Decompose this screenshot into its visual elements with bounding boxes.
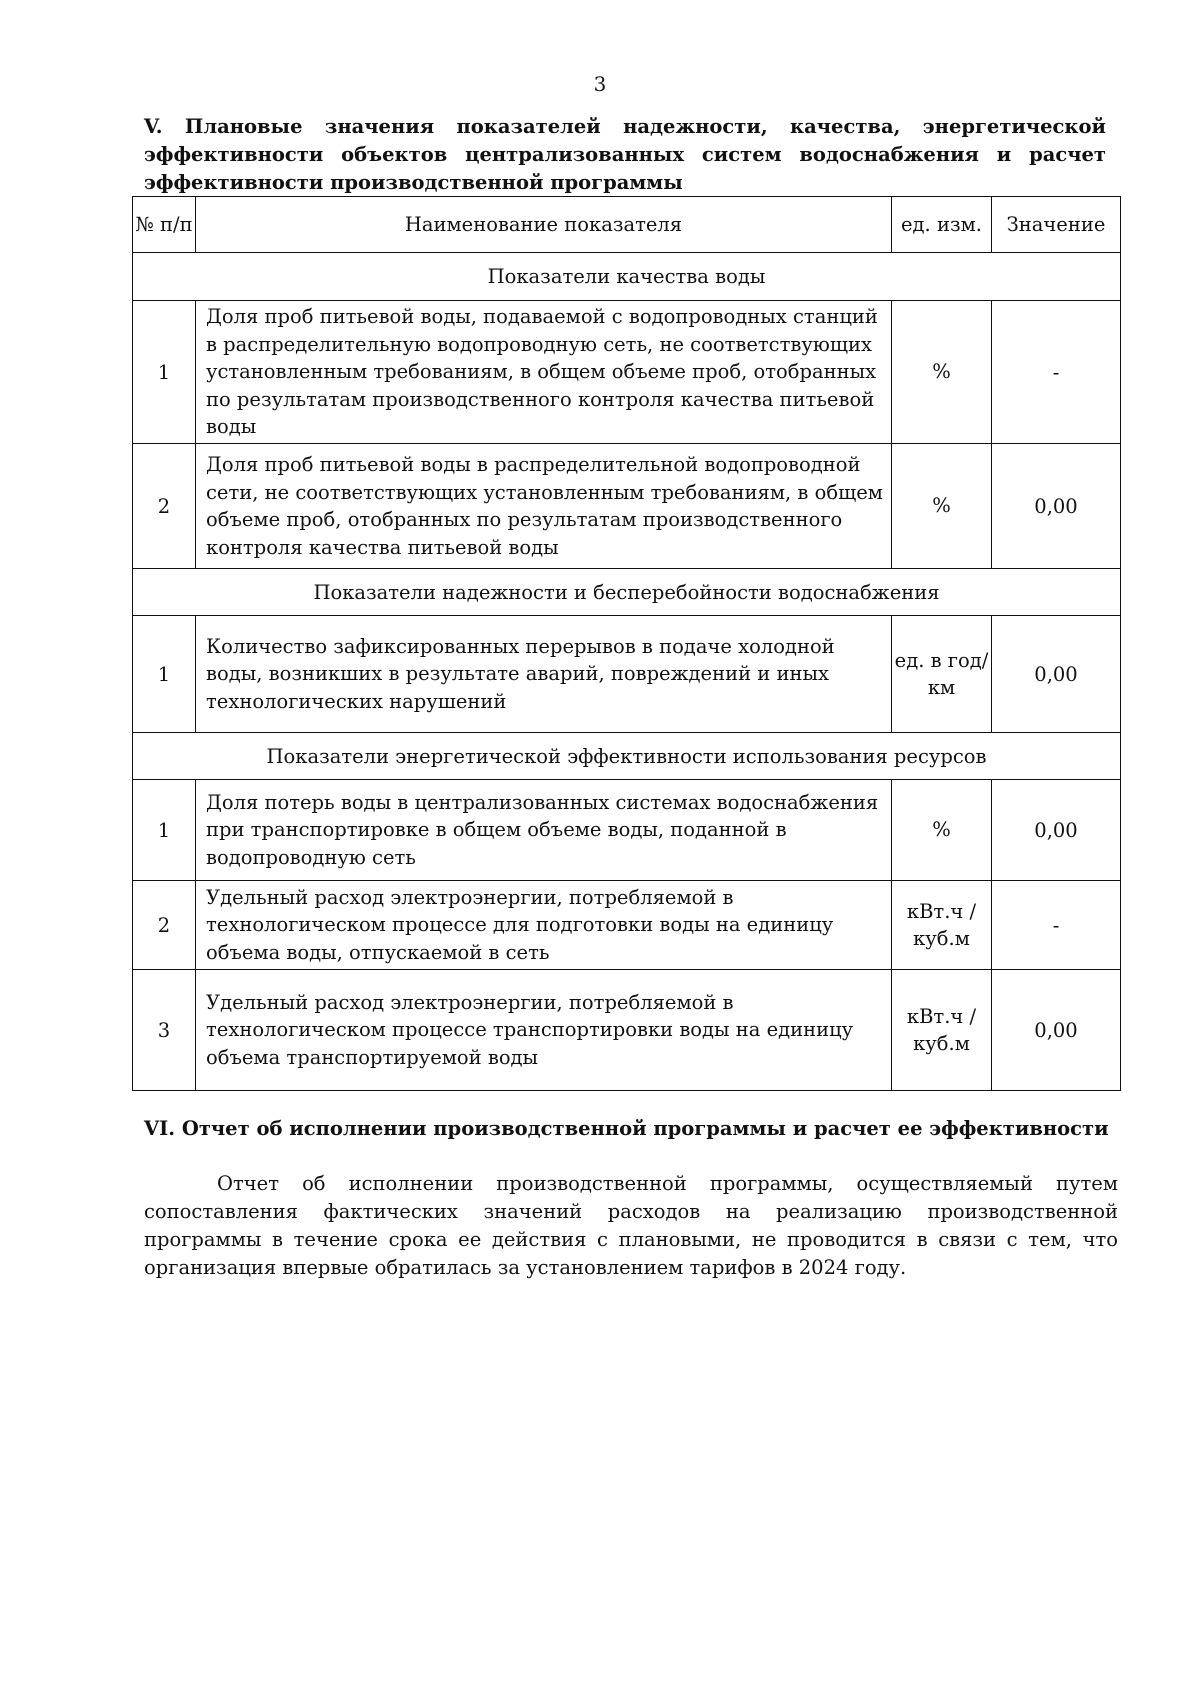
row-num: 1 <box>133 780 196 881</box>
section-6-title: VI. Отчет об исполнении производственной программы и расчет ее эффективности <box>144 1117 1109 1140</box>
table-row <box>133 616 1121 733</box>
row-value: - <box>992 881 1121 970</box>
table-row <box>133 780 1121 881</box>
row-unit: % <box>892 444 992 569</box>
table-row <box>133 970 1121 1091</box>
table-row <box>133 881 1121 970</box>
row-num: 2 <box>133 444 196 569</box>
row-value: 0,00 <box>992 780 1121 881</box>
row-value: - <box>992 301 1121 444</box>
group-title: Показатели надежности и бесперебойности водоснабжения <box>133 569 1121 616</box>
indicators-table <box>132 196 1121 1091</box>
row-value: 0,00 <box>992 616 1121 733</box>
row-name: Доля потерь воды в централизованных системах водоснабжения при транспортировке в общем объеме воды, поданной в водопроводную сеть <box>196 780 892 881</box>
group-row-quality <box>133 253 1121 301</box>
row-name: Удельный расход электроэнергии, потребляемой в технологическом процессе транспортировки воды на единицу объема транспортируемой воды <box>196 970 892 1091</box>
header-num: № п/п <box>133 197 196 253</box>
section-5-title: V. Плановые значения показателей надежности, качества, энергетической эффективности объектов централизованных систем водоснабжения и расчет эффективности производственной программы <box>144 115 1106 194</box>
group-title: Показатели качества воды <box>133 253 1121 301</box>
header-value: Значение <box>992 197 1121 253</box>
section-6-body: Отчет об исполнении производственной программы, осуществляемый путем сопоставления фактических значений расходов на реализацию производственной программы в течение срока ее действия с плановыми, не проводится в связи с тем, что организация впервые обратилась за установлением тарифов в 2024 году. <box>144 1172 1118 1279</box>
row-value: 0,00 <box>992 970 1121 1091</box>
row-num: 1 <box>133 616 196 733</box>
table-header-row <box>133 197 1121 253</box>
row-name: Доля проб питьевой воды, подаваемой с водопроводных станций в распределительную водопроводную сеть, не соответствующих установленным требованиям, в общем объеме проб, отобранных по результатам производственного контроля качества питьевой воды <box>196 301 892 444</box>
row-unit: % <box>892 780 992 881</box>
row-unit: кВт.ч / куб.м <box>892 970 992 1091</box>
table-row <box>133 301 1121 444</box>
header-unit: ед. изм. <box>892 197 992 253</box>
row-num: 2 <box>133 881 196 970</box>
row-unit: % <box>892 301 992 444</box>
row-unit: кВт.ч / куб.м <box>892 881 992 970</box>
group-title: Показатели энергетической эффективности использования ресурсов <box>133 733 1121 780</box>
row-unit: ед. в год/ км <box>892 616 992 733</box>
page-number: 3 <box>593 72 607 96</box>
group-row-reliability <box>133 569 1121 616</box>
row-num: 1 <box>133 301 196 444</box>
row-name: Доля проб питьевой воды в распределительной водопроводной сети, не соответствующих установленным требованиям, в общем объеме проб, отобранных по результатам производственного контроля качества питьевой воды <box>196 444 892 569</box>
row-name: Количество зафиксированных перерывов в подаче холодной воды, возникших в результате аварий, повреждений и иных технологических нарушений <box>196 616 892 733</box>
group-row-energy <box>133 733 1121 780</box>
row-num: 3 <box>133 970 196 1091</box>
header-name: Наименование показателя <box>196 197 892 253</box>
table-row <box>133 444 1121 569</box>
row-name: Удельный расход электроэнергии, потребляемой в технологическом процессе для подготовки воды на единицу объема воды, отпускаемой в сеть <box>196 881 892 970</box>
row-value: 0,00 <box>992 444 1121 569</box>
